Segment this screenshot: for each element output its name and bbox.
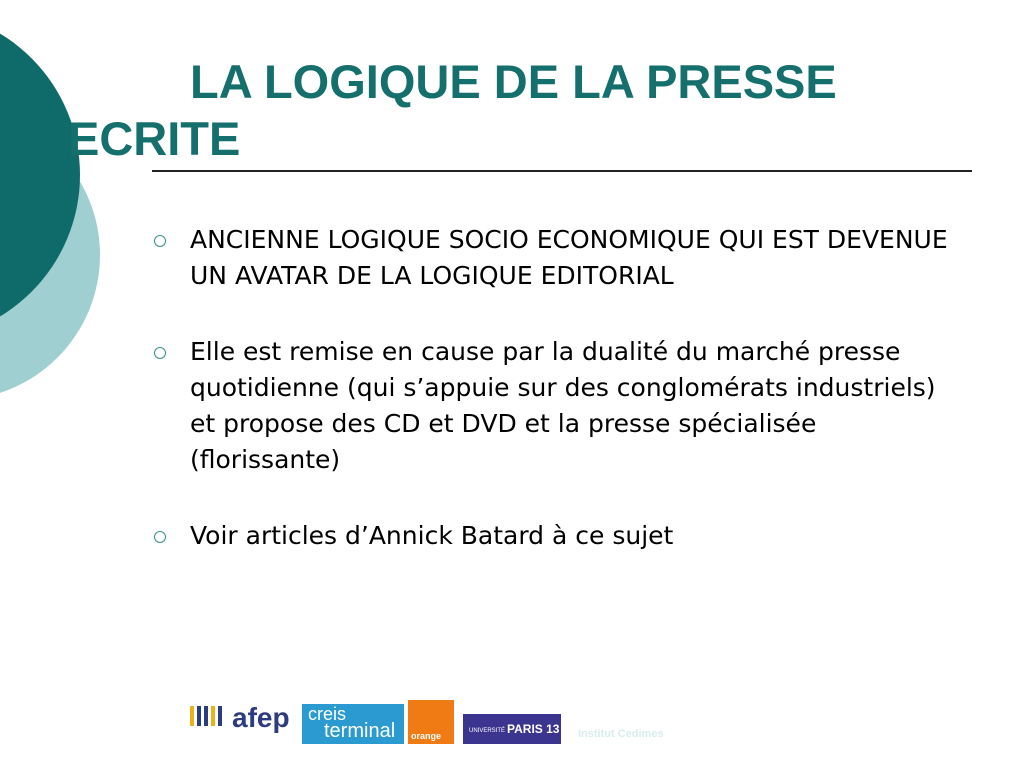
bullet-text: Elle est remise en cause par la dualité du marché presse quotidienne (qui s’appuie sur des conglomérats industriels) et propose des CD et DVD et la presse spécialisée (florissante) <box>190 337 936 474</box>
title-underline <box>152 170 972 172</box>
slide-title-line-2: ECRITE <box>68 112 241 165</box>
bullet-circle-icon <box>154 235 166 247</box>
bullet-text: ANCIENNE LOGIQUE SOCIO ECONOMIQUE QUI EST DEVENUE UN AVATAR DE LA LOGIQUE EDITORIAL <box>190 225 948 290</box>
afep-logo-text: afep <box>232 702 290 733</box>
bullet-circle-icon <box>154 347 166 359</box>
orange-logo <box>408 700 454 744</box>
bullet-text: Voir articles d’Annick Batard à ce sujet <box>190 521 674 550</box>
afep-logo <box>188 696 296 744</box>
bullet-item <box>148 518 948 554</box>
bullet-list <box>148 222 948 554</box>
paris13-logo-small-text: UNIVERSITÉ <box>469 728 506 734</box>
bullet-item <box>148 334 948 478</box>
partner-logos <box>188 696 698 748</box>
cedimes-logo: Institut Cedimes <box>578 728 664 740</box>
bullet-item <box>148 222 948 294</box>
afep-bars-icon <box>190 704 230 728</box>
creis-terminal-logo <box>302 704 404 744</box>
paris13-logo <box>463 714 561 744</box>
creis-logo-text: creis <box>308 704 347 724</box>
slide-title-line-1: LA LOGIQUE DE LA PRESSE <box>190 55 837 108</box>
paris13-logo-text: PARIS 13 <box>507 722 560 736</box>
bullet-circle-icon <box>154 531 166 543</box>
orange-logo-text: orange <box>411 731 442 741</box>
terminal-logo-text: terminal <box>324 720 396 742</box>
